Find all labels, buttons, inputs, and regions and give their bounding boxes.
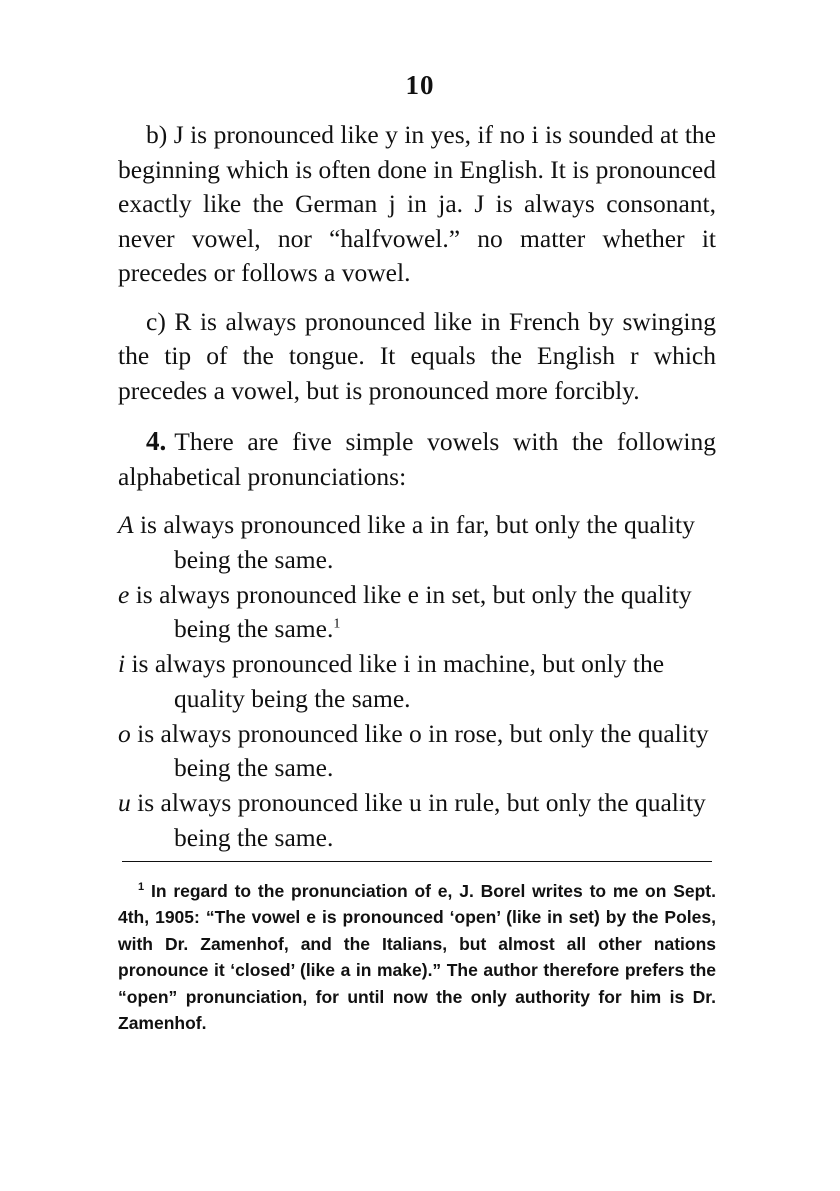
- vowel-description: is always pronounced like e in set, but only the quality being the same.: [129, 579, 692, 643]
- footnote-text: In regard to the pronunciation of e, J. Borel writes to me on Sept. 4th, 1905: “The vowel e is pronounced ‘open’ (like in set) by the Poles, with Dr. Zamenhof, and the Italians, but almost all other nations pronounce it ‘closed’ (like a in make).” The author therefore prefers the “open” pronunciation, for until now the only authority for him is Dr. Zamenhof.: [118, 880, 716, 1034]
- vowel-letter: u: [118, 788, 131, 817]
- main-text: [118, 118, 716, 856]
- vowel-description: is always pronounced like i in machine, but only the quality being the same.: [125, 649, 665, 713]
- vowel-item-u: [118, 786, 716, 855]
- vowel-description: is always pronounced like o in rose, but only the quality being the same.: [130, 718, 709, 782]
- vowel-item-i: [118, 647, 716, 716]
- paragraph-c: c) R is always pronounced like in French by swinging the tip of the tongue. It equals the English r which precedes a vowel, but is pronounced more forcibly.: [118, 306, 716, 405]
- section-number: 4.: [146, 426, 167, 456]
- vowel-letter: o: [118, 718, 131, 748]
- vowel-item-a: [118, 508, 716, 577]
- footnote-divider: [122, 861, 712, 862]
- section-4-text: There are five simple vowels with the following alphabetical pronunciations:: [118, 427, 716, 491]
- vowel-description: is always pronounced like a in far, but only the quality being the same.: [133, 510, 695, 574]
- vowel-letter: i: [118, 649, 126, 678]
- footnote: [118, 874, 716, 1037]
- vowel-list: [118, 508, 716, 855]
- footnote-marker: 1: [138, 881, 145, 893]
- vowel-letter: A: [118, 510, 134, 539]
- vowel-letter: e: [118, 579, 130, 609]
- page-number: 10: [405, 70, 435, 100]
- vowel-item-e: [118, 578, 716, 647]
- vowel-description: is always pronounced like u in rule, but only the quality being the same.: [130, 788, 706, 852]
- paragraph-b: b) J is pronounced like y in yes, if no i is sounded at the beginning which is often done in English. It is pronounced exactly like the German j in ja. J is always consonant, never vowel, nor “halfvowel.” no matter whether it precedes or follows a vowel.: [118, 120, 716, 287]
- footnote-reference: 1: [333, 616, 341, 632]
- vowel-item-o: [118, 717, 716, 786]
- section-4: [118, 424, 716, 494]
